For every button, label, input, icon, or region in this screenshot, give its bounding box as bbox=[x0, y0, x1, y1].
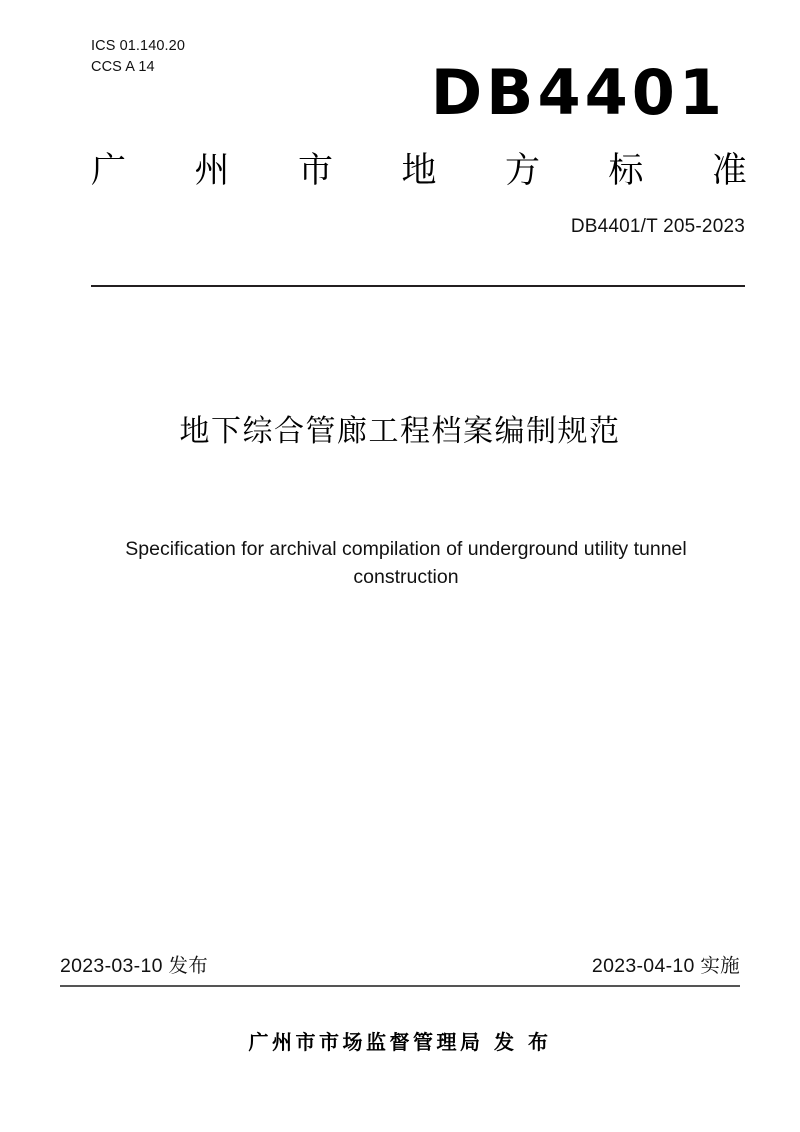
issuer-char-2: 市 bbox=[297, 151, 333, 191]
issuer-char-3: 地 bbox=[401, 151, 437, 191]
issue-date: 2023-03-10 发布 bbox=[60, 955, 209, 977]
issuer-line bbox=[91, 152, 747, 191]
effective-date: 2023-04-10 实施 bbox=[591, 955, 740, 977]
header-divider bbox=[91, 285, 745, 287]
issuer-char-5: 标 bbox=[608, 151, 644, 191]
issuer-char-6: 准 bbox=[711, 151, 747, 191]
publisher-line: 广州市市场监督管理局 发 布 bbox=[248, 1030, 552, 1054]
ics-code: ICS 01.140.20 bbox=[91, 38, 186, 54]
page-title-chinese: 地下综合管廊工程档案编制规范 bbox=[179, 414, 621, 449]
ccs-code: CCS A 14 bbox=[91, 58, 155, 75]
footer-dates bbox=[60, 950, 740, 987]
issuer-char-4: 方 bbox=[504, 151, 540, 191]
issuer-char-0: 广 bbox=[91, 151, 127, 191]
page-title-english: Specification for archival compilation of underground utility tunnel construction bbox=[125, 538, 687, 588]
standard-number: DB4401/T 205-2023 bbox=[570, 216, 745, 237]
standard-mark: DB4401 bbox=[430, 56, 726, 129]
issuer-char-1: 州 bbox=[194, 151, 230, 191]
classification-codes bbox=[91, 36, 185, 77]
